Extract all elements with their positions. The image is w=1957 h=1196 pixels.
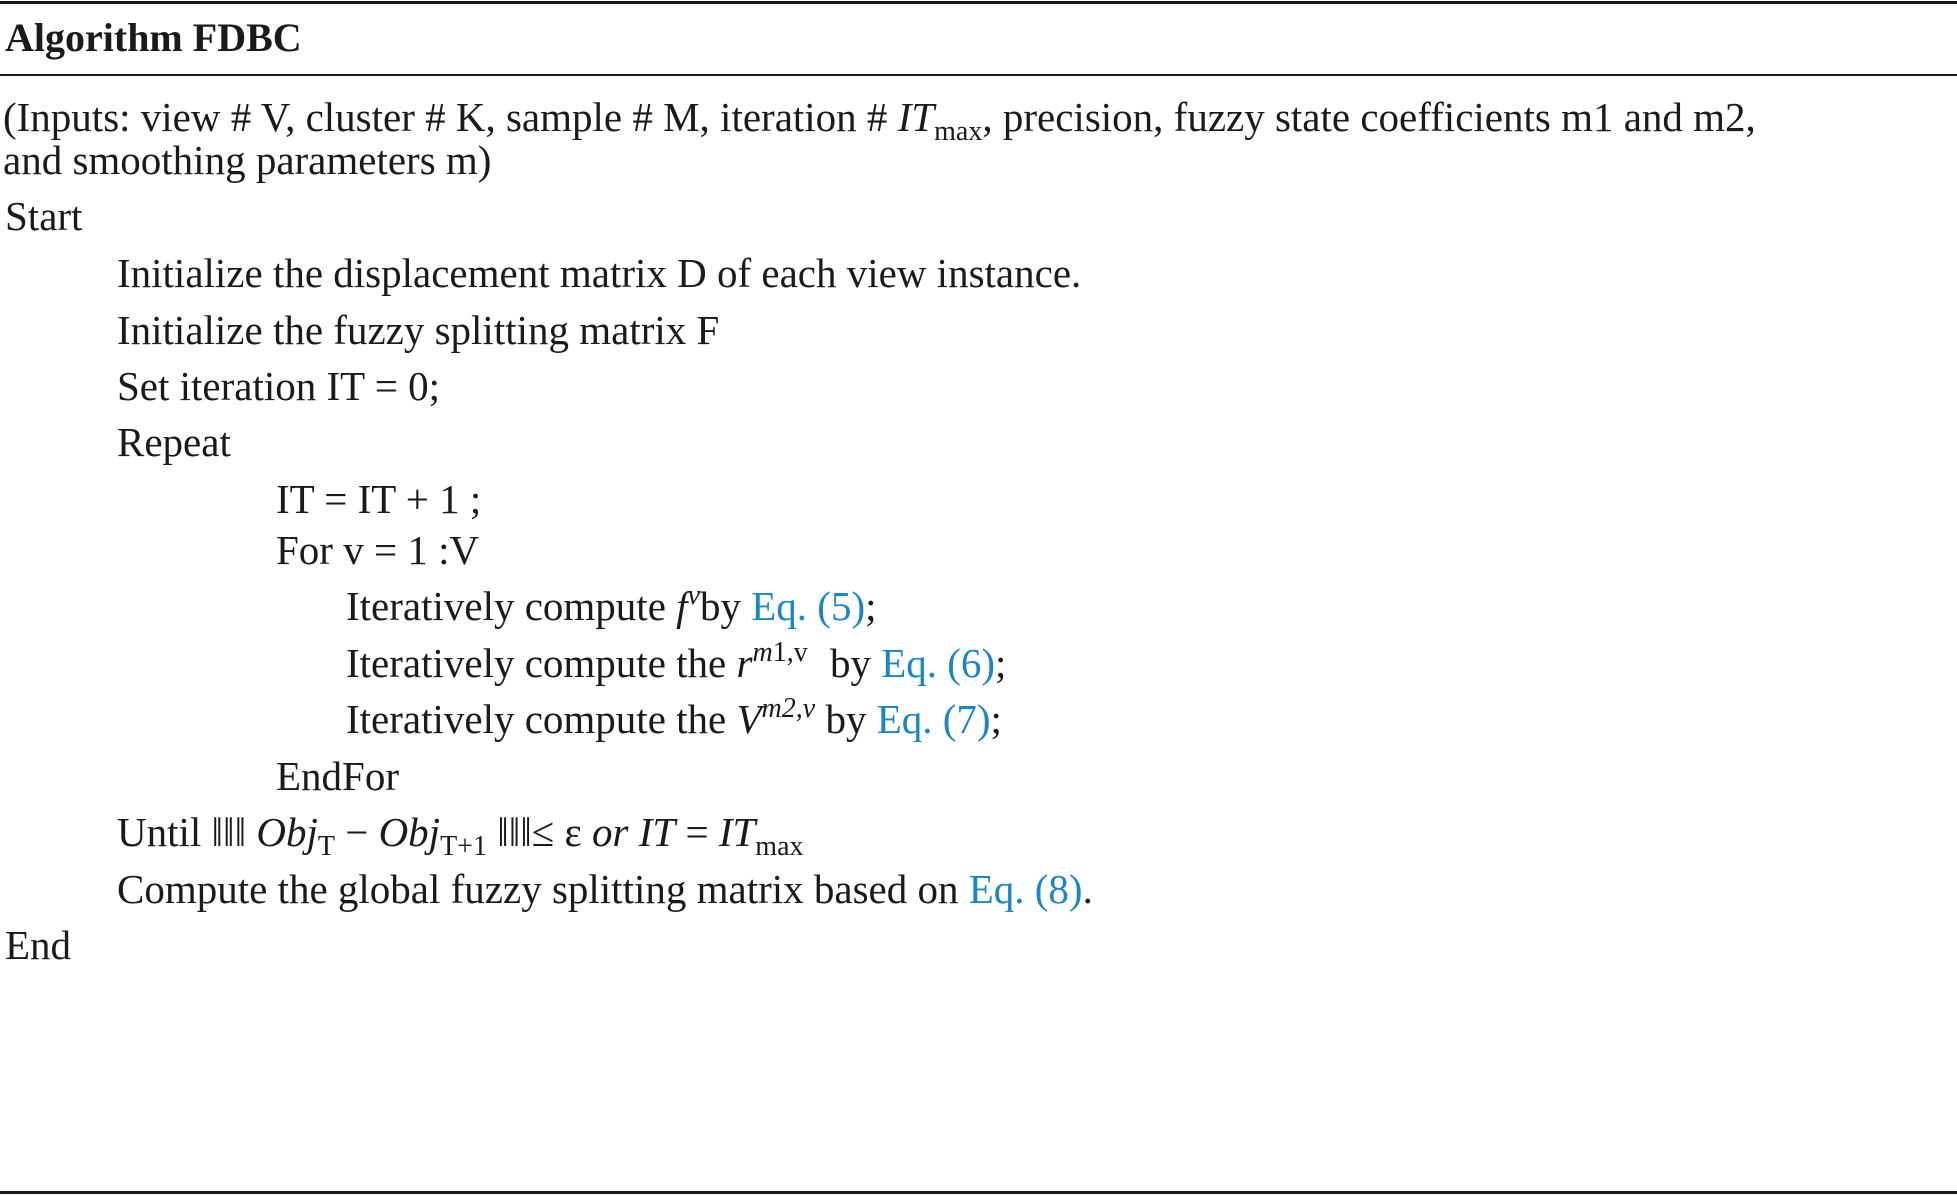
set-iteration-step: Set iteration IT = 0; <box>117 363 440 409</box>
eq6-link[interactable]: Eq. (6) <box>881 640 996 686</box>
inputs-line-2: and smoothing parameters m) <box>3 137 492 183</box>
compute-r-prefix: Iteratively compute the <box>346 640 737 686</box>
compute-f-prefix: Iteratively compute <box>346 583 677 629</box>
compute-r-suffix: ; <box>995 640 1007 686</box>
obj-var-2: Obj <box>378 809 441 855</box>
eq5-link[interactable]: Eq. (5) <box>751 583 866 629</box>
compute-global-suffix: . <box>1082 866 1093 912</box>
end-keyword: End <box>5 922 72 968</box>
it-var-a: IT <box>638 809 676 855</box>
inputs-text-a: (Inputs: view # V, cluster # K, sample # M, iteration # <box>3 94 898 140</box>
inputs-text-b: , precision, fuzzy state coefficients m1 and m2, <box>982 94 1756 140</box>
r-sup <box>752 637 807 668</box>
eq7-link[interactable]: Eq. (7) <box>876 696 991 742</box>
norm-open: ‖‖‖ <box>211 809 257 855</box>
repeat-keyword: Repeat <box>117 419 231 465</box>
compute-f-suffix: ; <box>865 583 877 629</box>
it-max-sub: max <box>934 116 983 147</box>
inputs-line-1 <box>3 93 1756 147</box>
r-sup-rest: 1,v <box>772 637 808 668</box>
algorithm-title: Algorithm FDBC <box>5 15 302 60</box>
compute-f-step <box>346 582 877 630</box>
it-max-sub-2: max <box>755 831 804 862</box>
endfor-keyword: EndFor <box>276 753 399 799</box>
for-loop-header: For v = 1 :V <box>276 527 480 573</box>
v-var: V <box>736 696 762 742</box>
compute-f-mid: by <box>700 583 752 629</box>
f-sup: v <box>687 580 700 611</box>
obj-sub-t: T <box>317 831 335 862</box>
top-rule <box>0 1 1957 4</box>
until-keyword: Until <box>117 809 212 855</box>
it-var-b: IT <box>718 809 756 855</box>
eq8-link[interactable]: Eq. (8) <box>968 866 1083 912</box>
init-fuzzy-step: Initialize the fuzzy splitting matrix F <box>117 307 720 353</box>
it-max-var: IT <box>897 94 935 140</box>
init-displacement-step: Initialize the displacement matrix D of each view instance. <box>117 250 1082 296</box>
leq-sign: ≤ <box>531 809 565 855</box>
r-sup-m: m <box>752 637 773 668</box>
norm-close: ‖‖‖ <box>486 809 532 855</box>
equals-sign: = <box>675 809 719 855</box>
r-var: r <box>736 640 753 686</box>
or-keyword: or <box>592 809 639 855</box>
header-rule <box>0 74 1957 76</box>
compute-global-prefix: Compute the global fuzzy splitting matrix based on <box>117 866 969 912</box>
obj-sub-t1: T+1 <box>440 831 487 862</box>
compute-v-step <box>346 695 1002 743</box>
compute-global-step <box>117 865 1093 913</box>
f-var: f <box>676 583 688 629</box>
compute-v-suffix: ; <box>990 696 1002 742</box>
start-keyword: Start <box>5 193 83 239</box>
compute-r-mid: by <box>819 640 882 686</box>
compute-r-step <box>346 639 1006 687</box>
v-sup: m2,v <box>761 693 816 724</box>
minus-sign: − <box>334 809 379 855</box>
compute-v-prefix: Iteratively compute the <box>346 696 737 742</box>
bottom-rule <box>0 1191 1957 1194</box>
compute-v-mid: by <box>815 696 877 742</box>
increment-step: IT = IT + 1 ; <box>276 476 482 522</box>
obj-var: Obj <box>256 809 318 855</box>
until-condition <box>117 808 804 862</box>
epsilon: ε <box>564 809 593 855</box>
